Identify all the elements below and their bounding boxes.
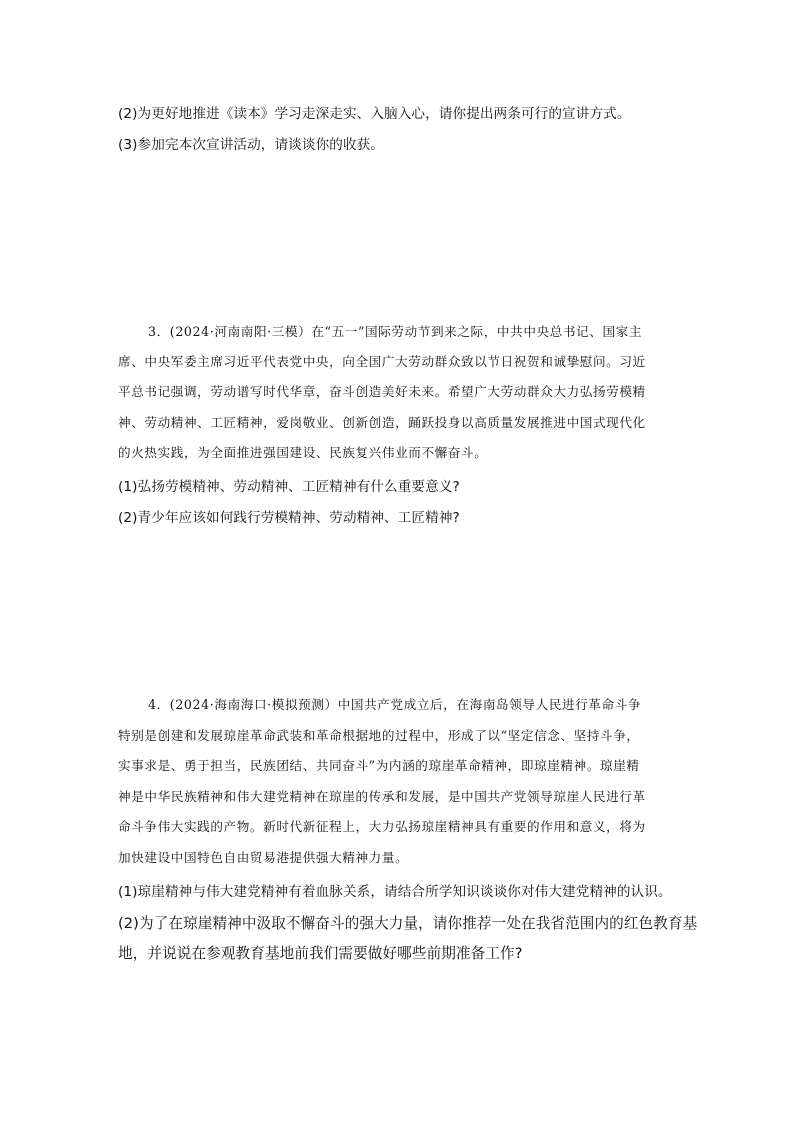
q3-line-3: 平总书记强调，劳动谱写时代华章，奋斗创造美好未来。希望广大劳动群众大力弘扬劳模精: [118, 384, 646, 399]
q4-part2-line-2: 地，并说说在参观教育基地前我们需要做好哪些前期准备工作?: [118, 945, 523, 962]
q2-part2: (2)为更好地推进《读本》学习走深走实、入脑入心，请你提出两条可行的宣讲方式。: [118, 106, 631, 122]
q3-part1: (1)弘扬劳模精神、劳动精神、工匠精神有什么重要意义?: [118, 479, 460, 495]
q4-part1: (1)琼崖精神与伟大建党精神有着血脉关系，请结合所学知识谈谈你对伟大建党精神的认识。: [118, 884, 672, 900]
q3-line-1: 3．(2024·河南南阳·三模）在“五一”国际劳动节到来之际，中共中央总书记、国家主: [148, 324, 643, 339]
q2-part3: (3)参加完本次宣讲活动，请谈谈你的收获。: [118, 137, 385, 153]
q3-line-2: 席、中央军委主席习近平代表党中央，向全国广大劳动群众致以节日祝贺和诚挚慰问。习近: [118, 354, 646, 369]
q4-line-4: 神是中华民族精神和伟大建党精神在琼崖的传承和发展，是中国共产党领导琼崖人民进行革: [118, 789, 646, 804]
q4-line-3: 实事求是、勇于担当，民族团结、共同奋斗”为内涵的琼崖革命精神，即琼崖精神。琼崖精: [118, 758, 640, 773]
q4-part2-line-1: (2)为了在琼崖精神中汲取不懈奋斗的强大力量，请你推荐一处在我省范围内的红色教育基: [118, 915, 698, 932]
q4-line-6: 加快建设中国特色自由贸易港提供强大精神力量。: [118, 850, 409, 865]
q4-line-1: 4．(2024·海南海口·模拟预测）中国共产党成立后，在海南岛领导人民进行革命斗争: [148, 697, 642, 712]
q3-line-5: 的火热实践，为全面推进强国建设、民族复兴伟业而不懈奋斗。: [118, 445, 488, 460]
q4-line-5: 命斗争伟大实践的产物。新时代新征程上，大力弘扬琼崖精神具有重要的作用和意义，将为: [118, 819, 646, 834]
q4-line-2: 特别是创建和发展琼崖革命武装和革命根据地的过程中，形成了以“坚定信念、坚持斗争，: [118, 728, 640, 743]
q3-line-4: 神、劳动精神、工匠精神，爱岗敬业、创新创造，踊跃投身以高质量发展推进中国式现代化: [118, 415, 646, 430]
q3-part2: (2)青少年应该如何践行劳模精神、劳动精神、工匠精神?: [118, 510, 460, 526]
